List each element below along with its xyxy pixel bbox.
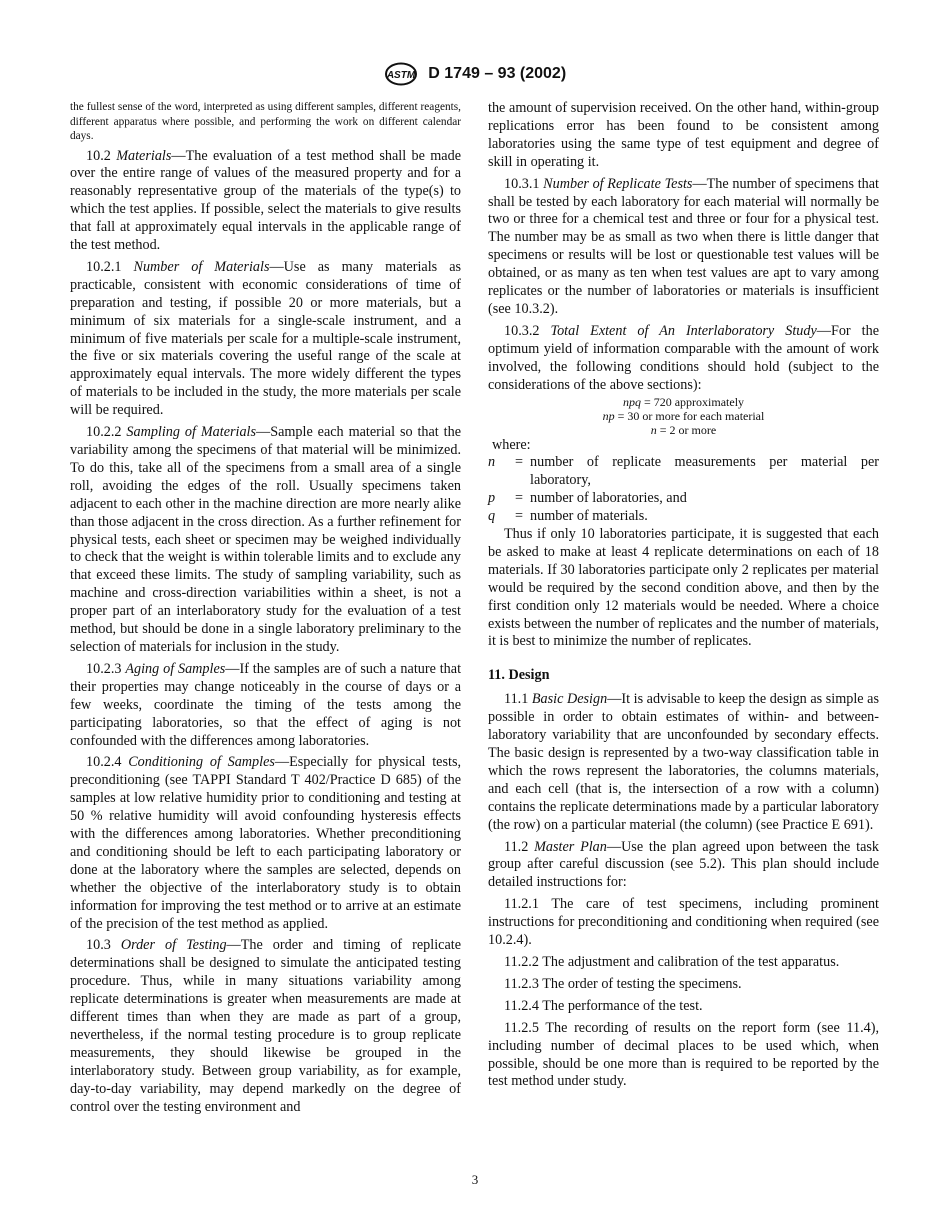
continued-paragraph: the amount of supervision received. On the other hand, within-group replications error has been found to be consistent among laboratories using the same type of test equipment and degree of skill in operating it. [488,100,879,170]
right-column [488,100,879,1091]
section-heading-11: 11. Design [488,667,550,684]
paragraph-10-2: 10.2 Materials—The evaluation of a test method shall be made over the entire range of values of the measured property and for a reasonably representative group of the materials of the type(s) to which the test applies. If possible, select the materials to give results that fall at approximately equal intervals in the applicable range of the test method. [70,147,461,254]
paragraph-10-2-3: 10.2.3 Aging of Samples—If the samples are of such a nature that their properties may change noticeably in the course of days or a few weeks, coordinate the timing of the tests among the participating laboratories, so that the effect of aging is not confounded with the differences among laboratories. [70,660,462,749]
paragraph-10-2-2: 10.2.2 Sampling of Materials—Sample each material so that the variability among the specimens of that material will be minimized. To do this, take all of the specimens from a small area of a single roll, avoiding the edges of the roll. Usually specimens taken adjacent to each other in the machine direction are more nearly alike than those adjacent in the cross direction. As a further refinement for physical tests, each sheet or specimen may be weighed individually to check that the weight is within tolerable limits and to exclude any that exceed these limits. The study of sampling variability, such as machine and cross-direction variabilities within a sheet, is not a proper part of an interlaboratory study for the evaluation of a test method, but should be done in a single laboratory preliminary to the selection of materials for inclusion in the study. [70,424,461,655]
paragraph-10-2-1: 10.2.1 Number of Materials—Use as many materials as practicable, consistent with economic considerations of time of preparation and testing, if possible 20 or more materials, but a minimum of six materials for a single-scale instrument, and a minimum of five materials per scale for a multiple-scale instrument, the five or six materials covering the useful range of the scale at approximately equal intervals. The more widely different the types of materials to be included in the study, the more materials per scale will be required. [70,258,462,419]
thus-paragraph: Thus if only 10 laboratories participate, it is suggested that each be asked to make at least 4 replicate determinations on each of 18 materials. If 30 laboratories participate only 2 replicates per material would be required by the second condition above, and then by the first condition only 12 materials would be needed. Where a choice exists between the number of replicates and the number of materials, it is best to minimize the number of replicates. [488,526,879,650]
definition-row: p = number of laboratories, and [488,490,687,507]
left-column [70,100,461,1117]
paragraph-11-1: 11.1 Basic Design—It is advisable to keep the design as simple as possible in order to obtain estimates of within- and between-laboratory variability that are unconfounded by secondary effects. The basic design is represented by a two-way classification table in which the rows represent the laboratories, the columns materials, and each cell (that is, the intersection of a row with a column) contains the replicate determinations made by a particular laboratory (the row) on a particular material (the column) (see Practice E 691). [488,691,879,833]
paragraph-10-3: 10.3 Order of Testing—The order and timing of replicate determinations shall be designed to simulate the anticipated testing procedure. Thus, while in many situations variability among replicate determinations is greater when measurements are made at different times than when they are made as part of a group, nevertheless, if the normal testing procedure is to group replicate measurements, they should likewise be grouped in the interlaboratory study. Between group variability, as for example, day-to-day variability, may depend markedly on the degree of control over the testing environment and [70,937,461,1115]
paragraph-10-3-2: 10.3.2 Total Extent of An Interlaboratory Study—For the optimum yield of information comparable with the amount of work involved, the following conditions should hold (subject to the considerations of the above sections): [488,322,880,393]
svg-text:ASTM: ASTM [386,70,415,81]
paragraph-11-2-3: 11.2.3 The order of testing the specimens. [504,975,742,992]
paragraph-11-2-5: 11.2.5 The recording of results on the report form (see 11.4), including number of decimal places to be used which, when possible, should be one more than is required to be reported by the test method under study. [488,1019,879,1090]
where-label: where: [492,436,531,453]
equation: npq = 720 approximately [622,394,745,409]
equation: n = 2 or more [650,422,717,437]
intro-paragraph: the fullest sense of the word, interpreted as using different samples, different reagents, different apparatus where possible, and performing the work on different calendar days. [70,101,461,142]
variable-definitions [488,454,879,526]
astm-logo-icon [384,62,418,86]
definition-row: q = number of materials. [488,508,648,525]
page-number: 3 [471,1172,479,1187]
paragraph-11-2-1: 11.2.1 The care of test specimens, including prominent instructions for preconditioning and conditioning when required (see 10.2.4). [488,896,879,949]
paragraph-11-2-2: 11.2.2 The adjustment and calibration of the test apparatus. [504,953,840,970]
paragraph-11-2-4: 11.2.4 The performance of the test. [504,997,703,1014]
paragraph-10-2-4: 10.2.4 Conditioning of Samples—Especially for physical tests, preconditioning (see TAPPI Standard T 402/Practice D 685) of the samples at low relative humidity prior to conditioning and testing at 50 % relative humidity will avoid confounding hysteresis effects with the differences among laboratories. Whether preconditioning and conditioning should be left to each participating laboratory or done at the laboratory where the samples are selected, depends on whether the objective of the interlaboratory study is to obtain information for improving the test method or to arrive at an estimate of the precision of the test method as applied. [70,754,462,932]
equation: np = 30 or more for each material [602,408,765,423]
document-designation: D 1749 – 93 (2002) [428,65,567,82]
paragraph-10-3-1: 10.3.1 Number of Replicate Tests—The number of specimens that shall be tested by each laboratory for each material will normally be two or three for a chemical test and three or four for a physical test. The number may be as small as two when there is little danger that specimens or results will be lost or questionable test values will be obtained, or as many as ten when test values are apt to vary among replicates or the number of laboratories or materials is insufficient (see 10.3.2). [488,175,880,317]
page-header [0,62,950,86]
definition-row: n = number of replicate measurements per material per laboratory, [488,454,879,489]
paragraph-11-2: 11.2 Master Plan—Use the plan agreed upon between the task group after careful discussion (see 5.2). This plan should include detailed instructions for: [488,838,879,891]
